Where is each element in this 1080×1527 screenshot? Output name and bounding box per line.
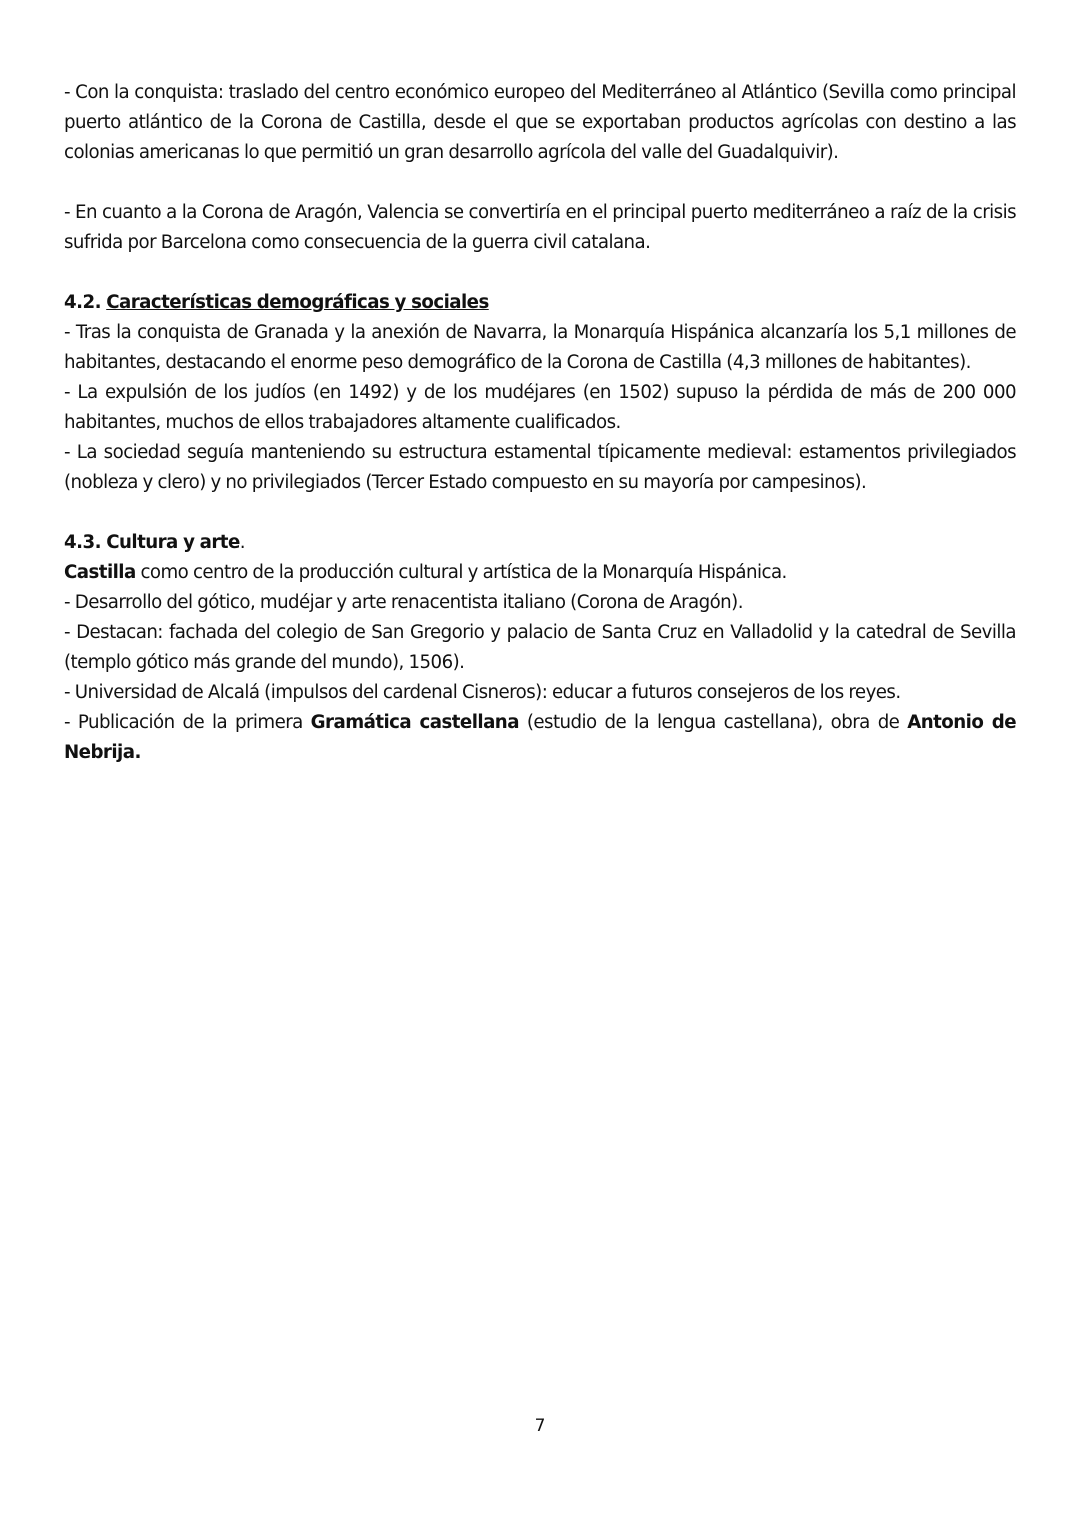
section-heading-4-2 <box>64 288 1016 318</box>
bold-author-name: Antonio de Nebrija <box>64 712 1016 763</box>
text-fragment: . <box>134 742 141 763</box>
intro-castilla <box>64 558 1016 588</box>
document-page <box>64 78 1016 768</box>
text-fragment: (estudio de la lengua castellana), obra de <box>518 712 908 733</box>
page-number: 7 <box>534 1416 546 1436</box>
section-number: 4.3. <box>64 532 107 553</box>
list-item-society: - La sociedad seguía manteniendo su estructura estamental típicamente medieval: estamentos privilegiados (nobleza y clero) y no privilegiados (Tercer Estado compuesto en su mayoría por campesinos). <box>64 442 1016 493</box>
text-fragment: - Publicación de la primera <box>64 712 311 733</box>
list-item-grammar <box>64 708 1016 768</box>
list-item-demography: - Tras la conquista de Granada y la anexión de Navarra, la Monarquía Hispánica alcanzaría los 5,1 millones de habitantes, destacando el enorme peso demográfico de la Corona de Castilla (4,3 millones de habitantes). <box>64 322 1016 373</box>
list-item-gothic: - Desarrollo del gótico, mudéjar y arte renacentista italiano (Corona de Aragón). <box>64 592 743 613</box>
list-item-university: - Universidad de Alcalá (impulsos del cardenal Cisneros): educar a futuros consejeros de los reyes. <box>64 682 901 703</box>
paragraph-aragon-valencia: - En cuanto a la Corona de Aragón, Valencia se convertiría en el principal puerto mediterráneo a raíz de la crisis sufrida por Barcelona como consecuencia de la guerra civil catalana. <box>64 202 1016 253</box>
section-heading-4-3 <box>64 528 1016 558</box>
section-title: Cultura y arte <box>106 532 240 553</box>
intro-text: como centro de la producción cultural y artística de la Monarquía Hispánica. <box>135 562 787 583</box>
section-number: 4.2. <box>64 292 107 313</box>
bold-grammar-title: Gramática castellana <box>310 712 519 733</box>
paragraph-atlantic-trade: - Con la conquista: traslado del centro económico europeo del Mediterráneo al Atlántico (Sevilla como principal puerto atlántico de la Corona de Castilla, desde el que se exportaban productos agrícolas con destino a las colonias americanas lo que permitió un gran desarrollo agrícola del valle del Guadalquivir). <box>64 82 1016 163</box>
intro-bold: Castilla <box>64 562 136 583</box>
section-title-suffix: . <box>239 532 245 553</box>
section-title: Características demográficas y sociales <box>106 292 489 313</box>
list-item-monuments: - Destacan: fachada del colegio de San Gregorio y palacio de Santa Cruz en Valladolid y la catedral de Sevilla (templo gótico más grande del mundo), 1506). <box>64 622 1016 673</box>
list-item-expulsion: - La expulsión de los judíos (en 1492) y de los mudéjares (en 1502) supuso la pérdida de más de 200 000 habitantes, muchos de ellos trabajadores altamente cualificados. <box>64 382 1016 433</box>
